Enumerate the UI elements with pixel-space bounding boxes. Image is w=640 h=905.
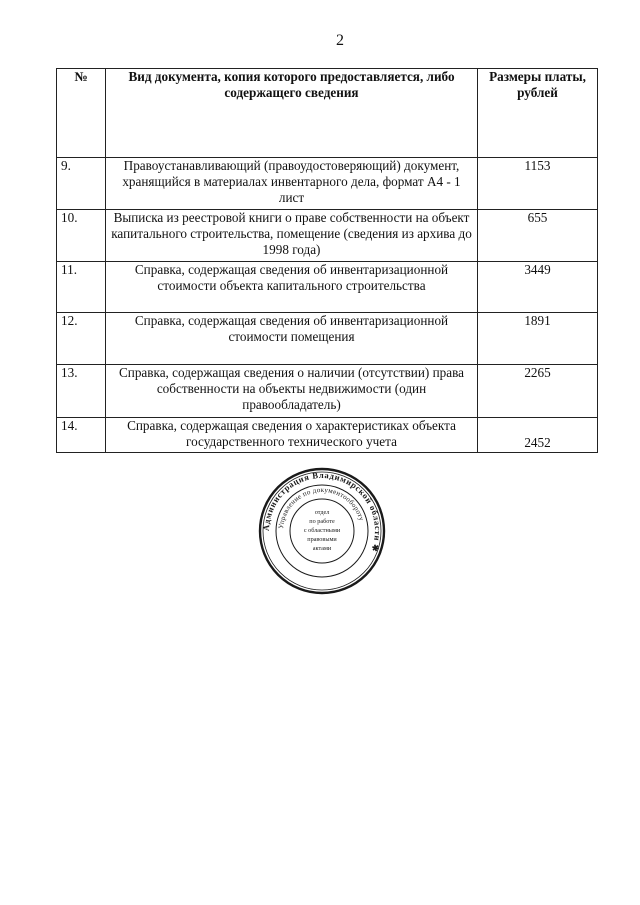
- row-number: 13.: [57, 365, 106, 418]
- page-number: 2: [336, 32, 344, 49]
- row-number: 12.: [57, 313, 106, 365]
- row-description: Справка, содержащая сведения об инвентаризационной стоимости объекта капитального строительства: [106, 262, 478, 313]
- row-number: 10.: [57, 210, 106, 262]
- seal-outer-text: Администрация Владимирской области ✱: [260, 469, 384, 554]
- row-description: Справка, содержащая сведения об инвентаризационной стоимости помещения: [106, 313, 478, 365]
- header-fee: Размеры платы, рублей: [478, 69, 598, 158]
- row-description: Справка, содержащая сведения о наличии (отсутствии) права собственности на объекты недвижимости (один правообладатель): [106, 365, 478, 418]
- table-header-row: [57, 69, 598, 158]
- table-row: [57, 158, 598, 210]
- seal-inner-text: Управление по документообороту: [277, 485, 366, 530]
- table-row: [57, 262, 598, 313]
- header-document-type: Вид документа, копия которого предоставляется, либо содержащего сведения: [106, 69, 478, 158]
- table-row: [57, 313, 598, 365]
- svg-text:актами: актами: [312, 545, 332, 552]
- svg-text:отдел: отдел: [314, 509, 330, 516]
- svg-text:с областными: с областными: [303, 527, 341, 534]
- header-number: №: [57, 69, 106, 158]
- row-fee: 2452: [478, 418, 598, 453]
- svg-text:по работе: по работе: [309, 518, 335, 525]
- table-row: [57, 210, 598, 262]
- row-fee: 655: [478, 210, 598, 262]
- row-description: Правоустанавливающий (правоудостоверяющий) документ, хранящийся в материалах инвентарного дела, формат А4 - 1 лист: [106, 158, 478, 210]
- svg-text:правовыми: правовыми: [307, 536, 337, 543]
- seal-center-text: [304, 509, 341, 552]
- row-fee: 2265: [478, 365, 598, 418]
- fee-table: [56, 68, 598, 453]
- row-description: Справка, содержащая сведения о характеристиках объекта государственного технического учета: [106, 418, 478, 453]
- row-number: 9.: [57, 158, 106, 210]
- row-number: 11.: [57, 262, 106, 313]
- row-fee: 1891: [478, 313, 598, 365]
- table-row: [57, 418, 598, 453]
- row-description: Выписка из реестровой книги о праве собственности на объект капитального строительства, помещение (сведения из архива до 1998 года): [106, 210, 478, 262]
- row-fee: 3449: [478, 262, 598, 313]
- row-number: 14.: [57, 418, 106, 453]
- row-fee: 1153: [478, 158, 598, 210]
- table-row: [57, 365, 598, 418]
- official-seal-stamp: [258, 467, 386, 595]
